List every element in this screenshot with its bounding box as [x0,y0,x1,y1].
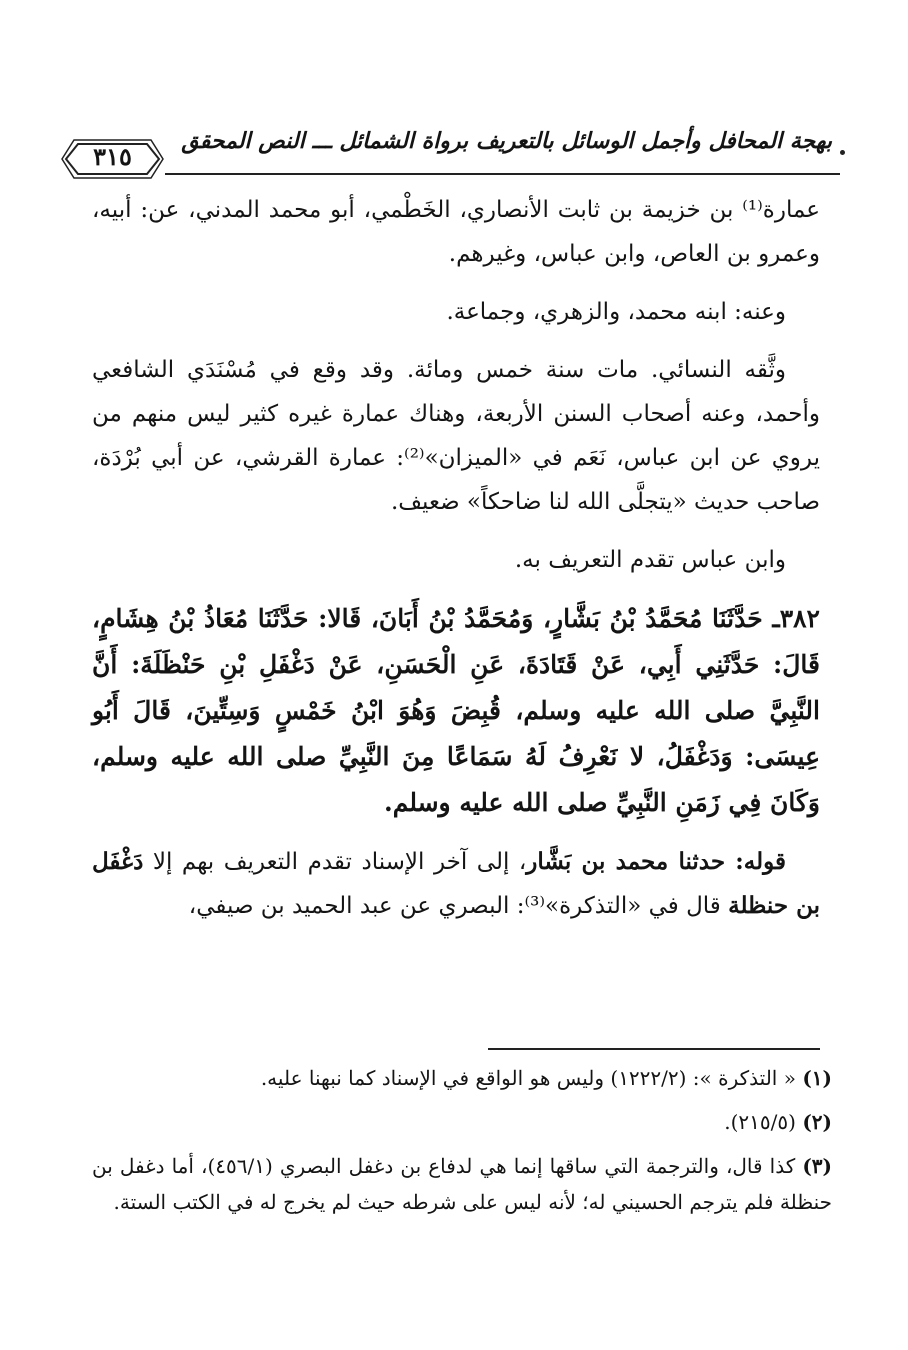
page-number-badge [60,138,165,180]
commentary-name: دَغْفَل بن حنظلة [92,848,820,919]
paragraph-grading: وثَّقه النسائي. مات سنة خمس ومائة. وقد وقع في مُسْنَدَي الشافعي وأحمد، وعنه أصحاب السنن الأربعة، وهناك عمارة غيره كثير ليس منهم من يروي عن ابن عباس، نَعَم في «الميزان»⁽²⁾: عمارة القرشي، عن أبي بُرْدَة، صاحب حديث «يتجلَّى الله لنا ضاحكاً» ضعيف. [92,357,821,515]
hadith-382: ٣٨٢ـ حَدَّثَنَا مُحَمَّدُ بْنُ بَشَّارٍ، وَمُحَمَّدُ بْنُ أَبَانَ، قَالا: حَدَّثَنَا مُعَاذُ بْنُ هِشَامٍ، قَالَ: حَدَّثَنِي أَبِي، عَنْ قَتَادَةَ، عَنِ الْحَسَنِ، عَنْ دَغْفَلِ بْنِ حَنْظَلَةَ: أَنَّ النَّبِيَّ صلى الله عليه وسلم، قُبِضَ وَهُوَ ابْنُ خَمْسٍ وَسِتِّينَ، قَالَ أَبُو عِيسَى: وَدَغْفَلُ، لا نَعْرِفُ لَهُ سَمَاعًا مِنَ النَّبِيِّ صلى الله عليه وسلم، وَكَانَ فِي زَمَنِ النَّبِيِّ صلى الله عليه وسلم. [92,604,820,817]
header-title: بهجة المحافل وأجمل الوسائل بالتعريف برواة الشمائل ـــ النص المحقق [181,128,832,154]
paragraph-ibn-abbas: وابن عباس تقدم التعريف به. [514,547,786,573]
footnote-2-text: (٢١٥/٥). [724,1110,796,1134]
running-header [60,128,850,182]
footnotes [92,1060,832,1228]
main-text [92,188,820,942]
commentary-tail: قال في «التذكرة»⁽³⁾: البصري عن عبد الحميد بن صيفي، [188,893,729,919]
commentary-paragraph [92,840,820,928]
commentary-lead: قوله: حدثنا محمد بن بَشَّار [526,848,787,875]
footnote-separator [488,1048,820,1050]
header-rule [165,173,840,175]
commentary-mid: ، إلى آخر الإسناد تقدم التعريف بهم إلا [143,849,527,875]
paragraph-bio: عمارة⁽¹⁾ بن خزيمة بن ثابت الأنصاري، الخَطْمي، أبو محمد المدني، عن: أبيه، وعمرو بن العاص، وابن عباس، وغيرهم. [92,197,820,267]
footnote-1 [92,1060,832,1096]
footnote-3-number: (٣) [802,1154,832,1178]
footnote-3-text: كذا قال، والترجمة التي ساقها إنما هي لدفاع بن دغفل البصري (٤٥٦/١)، أما دغفل بن حنظلة فلم يترجم الحسيني له؛ لأنه ليس على شرطه حيث لم يخرج له في الكتب الستة. [92,1154,832,1214]
footnote-2 [92,1104,832,1140]
footnote-3 [92,1148,832,1220]
footnote-2-number: (٢) [802,1110,832,1134]
paragraph-students: وعنه: ابنه محمد، والزهري، وجماعة. [446,299,786,325]
footnote-1-number: (١) [802,1066,832,1090]
page-number: ٣١٥ [93,142,132,171]
footnote-1-text: « التذكرة »: (١٢٢٢/٢) وليس هو الواقع في الإسناد كما نبهنا عليه. [260,1066,796,1090]
